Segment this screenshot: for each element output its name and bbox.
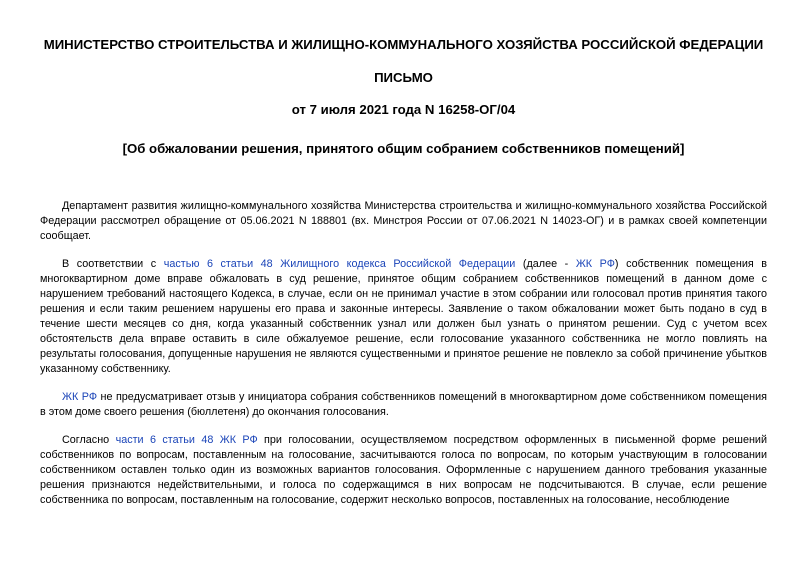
document-date-number: от 7 июля 2021 года N 16258-ОГ/04 bbox=[291, 102, 516, 117]
paragraph-intro-text: Департамент развития жилищно-коммунального хозяйства Министерства строительства и жилищно-коммунального хозяйства Российской Федерации рассмотрел обращение от 05.06.2021 N 188801 (вх. Минстроя России от 07.06.2021 N 14023-ОГ) и в рамках своей компетенции сообщает. bbox=[40, 200, 767, 242]
paragraph-appeal-right bbox=[40, 257, 767, 377]
document-subject: [Об обжаловании решения, принятого общим собранием собственников помещений] bbox=[122, 141, 685, 156]
link-housing-code-article-48-part-6-short[interactable]: части 6 статьи 48 ЖК РФ bbox=[115, 434, 258, 446]
paragraph-ballot-withdrawal bbox=[40, 390, 767, 420]
ministry-title: МИНИСТЕРСТВО СТРОИТЕЛЬСТВА И ЖИЛИЩНО-КОММУНАЛЬНОГО ХОЗЯЙСТВА РОССИЙСКОЙ ФЕДЕРАЦИИ bbox=[43, 37, 764, 52]
document-page bbox=[40, 0, 767, 571]
link-housing-code-article-48-part-6[interactable]: частью 6 статьи 48 Жилищного кодекса Российской Федерации bbox=[163, 258, 516, 270]
link-housing-code-2[interactable]: ЖК РФ bbox=[62, 391, 98, 403]
document-type: ПИСЬМО bbox=[374, 70, 433, 85]
paragraph-voting-text-end: при голосовании, осуществляемом посредством оформленных в письменной форме решений собственников по вопросам, поставленным на голосование, засчитываются голоса по вопросам, по которым участвующим в голосовании собственником оставлен только один из возможных вариантов голосования. Оформленные с нарушением данного требования указанные решения признаются недействительными, и голоса по содержащимся в них вопросам не подсчитываются. В случае, если решение собственника по вопросам, поставленным на голосование, содержит несколько вопросов, поставленных на голосование, несоблюдение bbox=[40, 434, 767, 506]
paragraph-voting-rules bbox=[40, 433, 767, 508]
paragraph-appeal-text-middle: (далее - bbox=[515, 258, 576, 270]
paragraph-appeal-text-start: В соответствии с bbox=[62, 258, 164, 270]
paragraph-voting-text-start: Согласно bbox=[62, 434, 116, 446]
paragraph-ballot-withdrawal-text: не предусматривает отзыв у инициатора собрания собственников помещений в многоквартирном доме собственником помещения в этом доме своего решения (бюллетеня) до окончания голосования. bbox=[40, 391, 767, 418]
paragraph-intro bbox=[40, 199, 767, 244]
link-housing-code[interactable]: ЖК РФ bbox=[575, 258, 615, 270]
paragraph-appeal-text-end: ) собственник помещения в многоквартирном доме вправе обжаловать в суд решение, принятое общим собранием собственников помещений в данном доме с нарушением требований настоящего Кодекса, в случае, если он не принимал участие в этом собрании или голосовал против принятия такого решения и если таким решением нарушены его права и законные интересы. Заявление о таком обжаловании может быть подано в суд в течение шести месяцев со дня, когда указанный собственник узнал или должен был узнать о принятом решении. Суд с учетом всех обстоятельств дела вправе оставить в силе обжалуемое решение, если голосование указанного собственника не могло повлиять на результаты голосования, допущенные нарушения не являются существенными и принятое решение не повлекло за собой причинение убытков указанному собственнику. bbox=[40, 258, 767, 375]
